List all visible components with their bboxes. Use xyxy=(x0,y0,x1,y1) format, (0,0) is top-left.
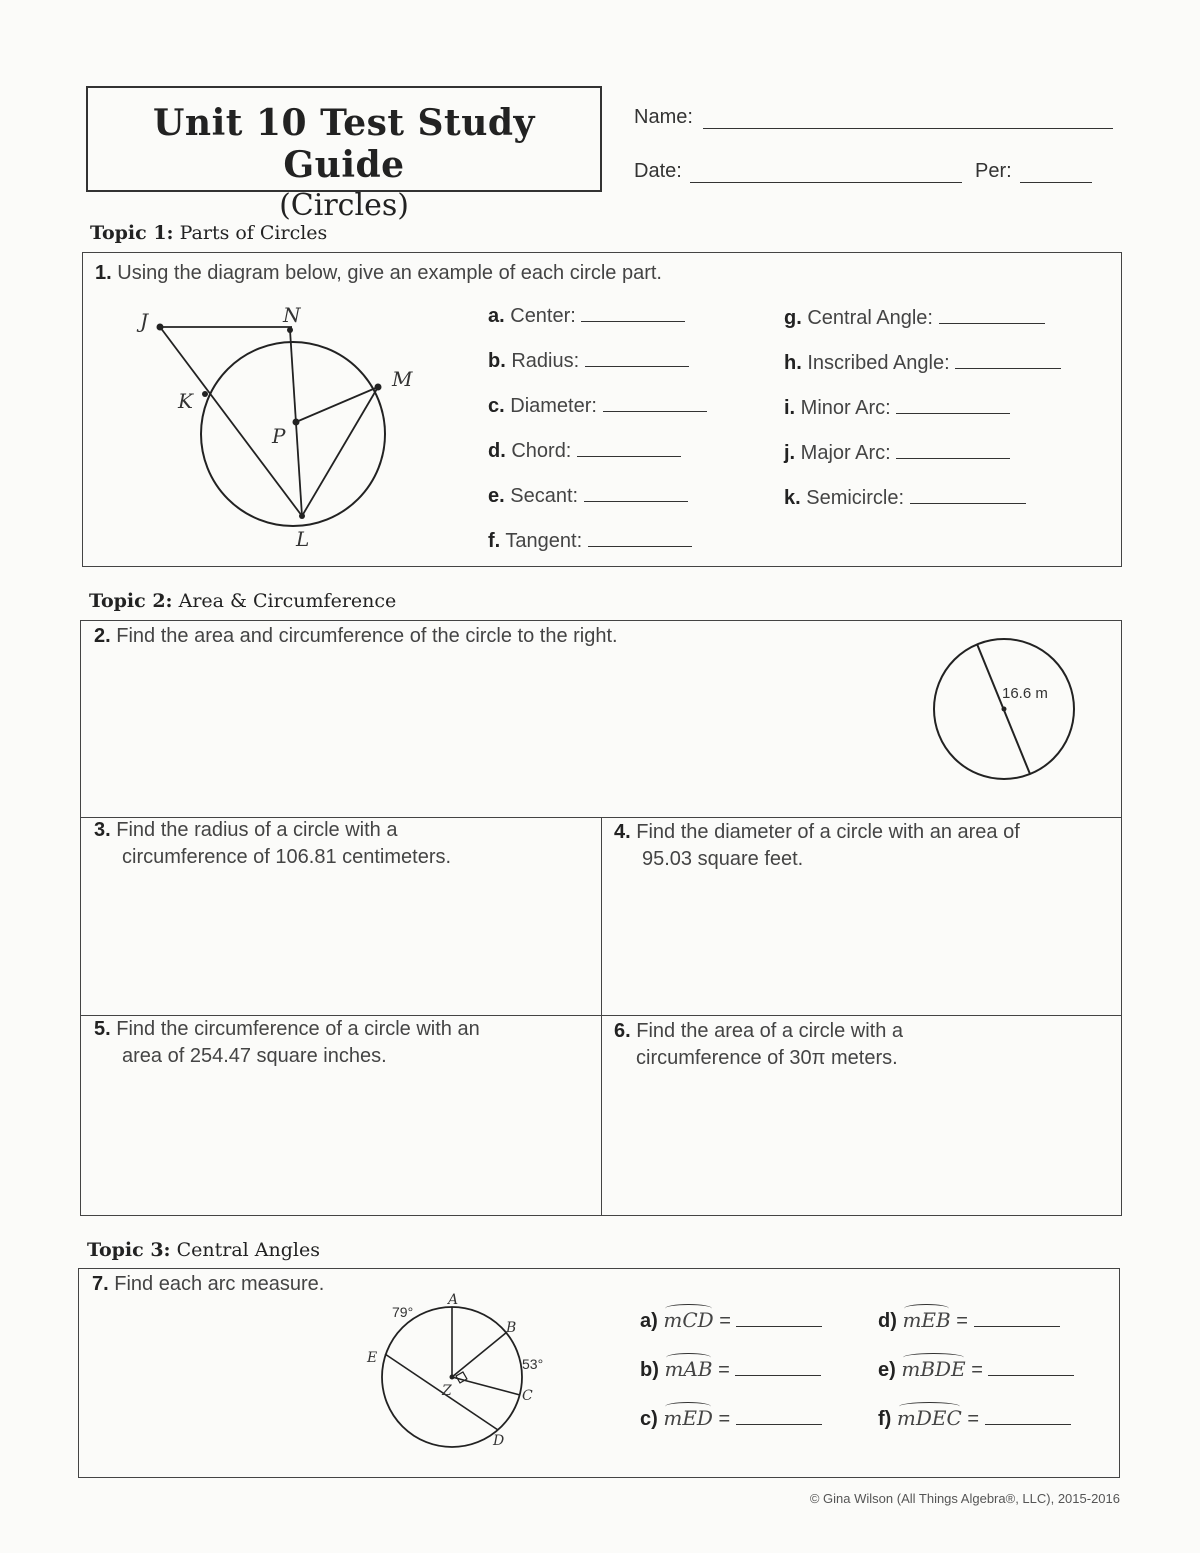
q2-text: Find the area and circumference of the circle to the right. xyxy=(110,625,618,647)
label-c: C xyxy=(522,1388,533,1404)
arc-a-name: CD xyxy=(682,1308,714,1332)
name-line[interactable] xyxy=(703,128,1113,129)
arc-b-label: b) xyxy=(640,1359,659,1381)
question-6 xyxy=(614,1018,903,1072)
part-c-text: Diameter: xyxy=(504,395,597,417)
arc-c-expr xyxy=(663,1406,713,1430)
q1-number: 1. xyxy=(95,262,112,284)
part-tangent xyxy=(488,530,707,575)
arc-c-name: ED xyxy=(682,1406,713,1430)
arc-a-label: a) xyxy=(640,1310,658,1332)
part-e-text: Secant: xyxy=(504,485,579,507)
per-line[interactable] xyxy=(1020,182,1092,183)
part-j-blank[interactable] xyxy=(896,442,1010,459)
part-h-blank[interactable] xyxy=(955,352,1061,369)
question-2 xyxy=(94,623,618,650)
q4-line1: Find the diameter of a circle with an area of xyxy=(630,821,1020,843)
column-divider xyxy=(601,817,602,1216)
arc-f-eq: = xyxy=(967,1408,980,1430)
q7-number: 7. xyxy=(92,1273,109,1295)
arc-b xyxy=(640,1357,822,1406)
part-d-text: Chord: xyxy=(505,440,572,462)
arc-d-eq: = xyxy=(956,1310,968,1332)
part-semicircle xyxy=(784,487,1061,532)
label-e: E xyxy=(367,1350,378,1366)
point-n xyxy=(287,327,293,333)
arc-b-name: AB xyxy=(683,1357,713,1381)
name-field[interactable] xyxy=(634,106,1113,129)
part-k-text: Semicircle: xyxy=(800,487,905,509)
label-p: P xyxy=(272,424,286,448)
date-field[interactable] xyxy=(634,160,962,183)
point-k xyxy=(202,391,208,397)
point-j xyxy=(157,324,164,331)
arc-d-m: m xyxy=(902,1308,922,1332)
topic2-label: Topic 2: xyxy=(89,590,173,612)
part-inscribed-angle xyxy=(784,352,1061,397)
part-a-num: a. xyxy=(488,305,505,327)
arc-a-expr xyxy=(663,1308,713,1332)
arc-b-eq: = xyxy=(718,1359,730,1381)
q6-number: 6. xyxy=(614,1020,631,1042)
arc-a xyxy=(640,1308,822,1357)
arc-a-blank[interactable] xyxy=(736,1310,822,1327)
q4-line2: 95.03 square feet. xyxy=(642,848,804,870)
label-j: J xyxy=(140,309,149,333)
part-diameter xyxy=(488,395,707,440)
page-subtitle: (Circles) xyxy=(279,188,409,223)
arc-b-blank[interactable] xyxy=(735,1359,821,1376)
q1-text: Using the diagram below, give an example of each circle part. xyxy=(111,262,662,284)
label-k: K xyxy=(178,389,193,413)
part-a-text: Center: xyxy=(504,305,576,327)
q2-center-point xyxy=(1002,707,1007,712)
part-i-text: Minor Arc: xyxy=(795,397,891,419)
arc-c xyxy=(640,1406,822,1455)
arc-e-blank[interactable] xyxy=(988,1359,1074,1376)
part-f-blank[interactable] xyxy=(588,530,692,547)
part-k-blank[interactable] xyxy=(910,487,1026,504)
label-m: M xyxy=(392,367,413,391)
part-chord xyxy=(488,440,707,485)
arc-e xyxy=(878,1357,1074,1406)
label-z: Z xyxy=(442,1383,452,1399)
part-a-blank[interactable] xyxy=(581,305,685,322)
arc-d-blank[interactable] xyxy=(974,1310,1060,1327)
part-k-num: k. xyxy=(784,487,801,509)
point-p xyxy=(293,419,300,426)
part-b-num: b. xyxy=(488,350,506,372)
topic1-heading xyxy=(90,222,327,244)
arc-f xyxy=(878,1406,1074,1455)
q6-line2: circumference of 30π meters. xyxy=(636,1047,898,1069)
page-title: Unit 10 Test Study Guide xyxy=(153,102,535,186)
arc-d-label: d) xyxy=(878,1310,897,1332)
arc-e-eq: = xyxy=(971,1359,983,1381)
arc-c-label: c) xyxy=(640,1408,658,1430)
arc-e-expr xyxy=(901,1357,965,1381)
point-l xyxy=(299,513,305,519)
topic3-label: Topic 3: xyxy=(87,1239,171,1261)
parts-left-list xyxy=(488,305,707,575)
part-d-num: d. xyxy=(488,440,506,462)
part-major-arc xyxy=(784,442,1061,487)
arcs-left xyxy=(640,1308,822,1455)
part-b-text: Radius: xyxy=(505,350,580,372)
q2-number: 2. xyxy=(94,625,111,647)
arcs-right xyxy=(878,1308,1074,1455)
part-f-text: Tangent: xyxy=(500,530,583,552)
arc-f-label: f) xyxy=(878,1408,892,1430)
part-d-blank[interactable] xyxy=(577,440,681,457)
label-a: A xyxy=(448,1292,459,1308)
arc-e-name: BDE xyxy=(920,1357,966,1381)
q4-number: 4. xyxy=(614,821,631,843)
part-i-blank[interactable] xyxy=(896,397,1010,414)
label-d: D xyxy=(493,1433,505,1449)
arc-c-eq: = xyxy=(718,1408,731,1430)
arc-d xyxy=(878,1308,1074,1357)
arc-f-blank[interactable] xyxy=(985,1408,1071,1425)
part-j-num: j. xyxy=(784,442,796,464)
point-m xyxy=(375,384,382,391)
circle-parts-diagram xyxy=(130,300,420,560)
part-e-num: e. xyxy=(488,485,505,507)
arc-b-expr xyxy=(664,1357,712,1381)
part-h-text: Inscribed Angle: xyxy=(801,352,950,374)
q6-line1: Find the area of a circle with a xyxy=(630,1020,904,1042)
arc-c-blank[interactable] xyxy=(736,1408,822,1425)
part-c-blank[interactable] xyxy=(603,395,707,412)
arc-f-name: DEC xyxy=(915,1406,962,1430)
part-h-num: h. xyxy=(784,352,802,374)
topic2-heading xyxy=(89,590,396,612)
date-label: Date: xyxy=(634,160,682,182)
topic1-label: Topic 1: xyxy=(90,222,174,244)
part-b-blank[interactable] xyxy=(585,350,689,367)
radius-pm xyxy=(296,387,378,422)
topic2-title: Area & Circumference xyxy=(172,590,397,612)
q5-line2: area of 254.47 square inches. xyxy=(122,1045,387,1067)
angle-53: 53° xyxy=(522,1356,544,1372)
arc-c-m: m xyxy=(663,1406,683,1430)
arc-e-m: m xyxy=(901,1357,921,1381)
part-g-blank[interactable] xyxy=(939,307,1045,324)
label-b: B xyxy=(506,1320,517,1336)
q2-circle-diagram xyxy=(930,636,1080,784)
arc-d-name: EB xyxy=(921,1308,951,1332)
arc-e-label: e) xyxy=(878,1359,896,1381)
part-center xyxy=(488,305,707,350)
part-secant xyxy=(488,485,707,530)
radius-zb xyxy=(452,1332,507,1377)
part-radius xyxy=(488,350,707,395)
q7-text: Find each arc measure. xyxy=(108,1273,325,1295)
point-z xyxy=(450,1375,455,1380)
arc-a-eq: = xyxy=(719,1310,731,1332)
per-field[interactable] xyxy=(975,160,1092,183)
title-box xyxy=(86,86,602,223)
part-c-num: c. xyxy=(488,395,505,417)
arc-f-m: m xyxy=(896,1406,916,1430)
part-g-text: Central Angle: xyxy=(801,307,933,329)
question-4 xyxy=(614,819,1020,873)
question-3 xyxy=(94,817,451,871)
q3-line1: Find the radius of a circle with a xyxy=(110,819,398,841)
part-i-num: i. xyxy=(784,397,796,419)
angle-79: 79° xyxy=(392,1304,414,1320)
part-f-num: f. xyxy=(488,530,501,552)
label-n: N xyxy=(283,303,301,327)
part-j-text: Major Arc: xyxy=(795,442,891,464)
question-5 xyxy=(94,1016,480,1070)
topic1-title: Parts of Circles xyxy=(173,222,328,244)
part-minor-arc xyxy=(784,397,1061,442)
q2-measure: 16.6 m xyxy=(1002,685,1048,702)
secant-line xyxy=(160,327,302,516)
question-1 xyxy=(95,260,662,287)
copyright: © Gina Wilson (All Things Algebra®, LLC), 2015-2016 xyxy=(809,1491,1120,1506)
question-7 xyxy=(92,1271,324,1298)
central-angles-diagram xyxy=(360,1290,550,1450)
topic3-title: Central Angles xyxy=(170,1239,320,1261)
part-central-angle xyxy=(784,307,1061,352)
arc-f-expr xyxy=(897,1406,962,1430)
topic3-heading xyxy=(87,1239,320,1261)
label-l: L xyxy=(296,527,310,551)
name-label: Name: xyxy=(634,106,693,128)
parts-right-list xyxy=(784,307,1061,532)
part-g-num: g. xyxy=(784,307,802,329)
chord-ml xyxy=(302,387,378,516)
part-e-blank[interactable] xyxy=(584,485,688,502)
date-line[interactable] xyxy=(690,182,962,183)
q5-number: 5. xyxy=(94,1018,111,1040)
arc-d-expr xyxy=(902,1308,950,1332)
per-label: Per: xyxy=(975,160,1012,182)
q5-line1: Find the circumference of a circle with an xyxy=(110,1018,480,1040)
q3-line2: circumference of 106.81 centimeters. xyxy=(122,846,452,868)
radius-zc xyxy=(452,1377,520,1395)
arc-b-m: m xyxy=(664,1357,684,1381)
q3-number: 3. xyxy=(94,819,111,841)
arc-a-m: m xyxy=(663,1308,683,1332)
